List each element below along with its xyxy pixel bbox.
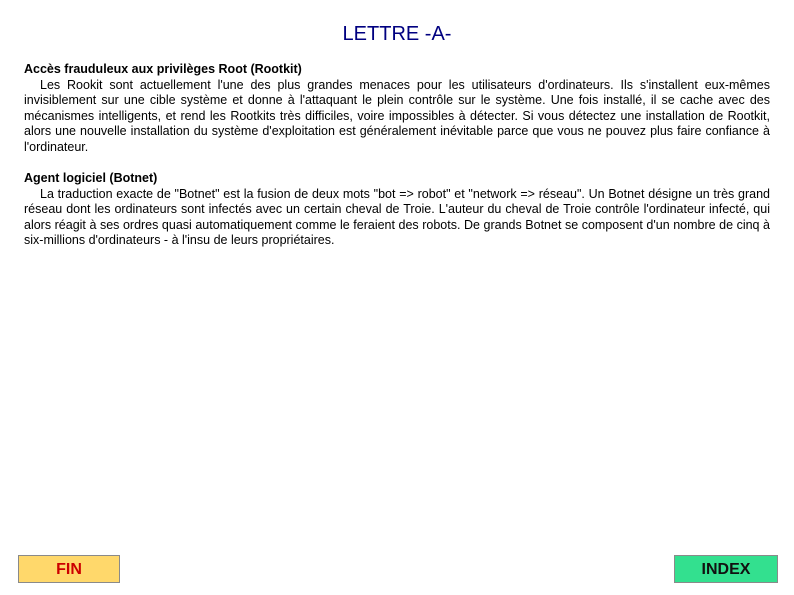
glossary-entry-botnet bbox=[24, 171, 770, 249]
entry-heading: Agent logiciel (Botnet) bbox=[24, 171, 158, 185]
entry-body: La traduction exacte de "Botnet" est la fusion de deux mots "bot => robot" et "network => réseau". Un Botnet désigne un très grand réseau dont les ordinateurs sont infectés avec un certain cheval de Troie. L'auteur du cheval de Troie contrôle l'ordinateur infecté, qui alors réagit à ses ordres quasi automatiquement comme le feraient des robots. De grands Botnet se composent d'un nombre de cinq à six-millions d'ordinateurs - à l'insu de leurs propriétaires. bbox=[24, 186, 770, 247]
glossary-entry-rootkit bbox=[24, 62, 770, 155]
index-button[interactable]: INDEX bbox=[674, 555, 778, 583]
fin-button[interactable]: FIN bbox=[18, 555, 120, 583]
entry-body: Les Rookit sont actuellement l'une des plus grandes menaces pour les utilisateurs d'ordinateurs. Ils s'installent eux-mêmes invisiblement sur une cible système et donne à l'attaquant le plein contrôle sur le système. Une fois installé, il se cache avec des mécanismes intelligents, et rend les Rootkits très difficiles, voire impossibles à détecter. Si vous détectez une installation de Rootkit, alors une nouvelle installation du système d'exploitation est généralement inévitable parce que vous ne pouvez plus faire confiance à l'ordinateur. bbox=[24, 77, 770, 154]
page-title: LETTRE -A- bbox=[342, 23, 452, 45]
entry-heading: Accès frauduleux aux privilèges Root (Rootkit) bbox=[24, 62, 302, 76]
